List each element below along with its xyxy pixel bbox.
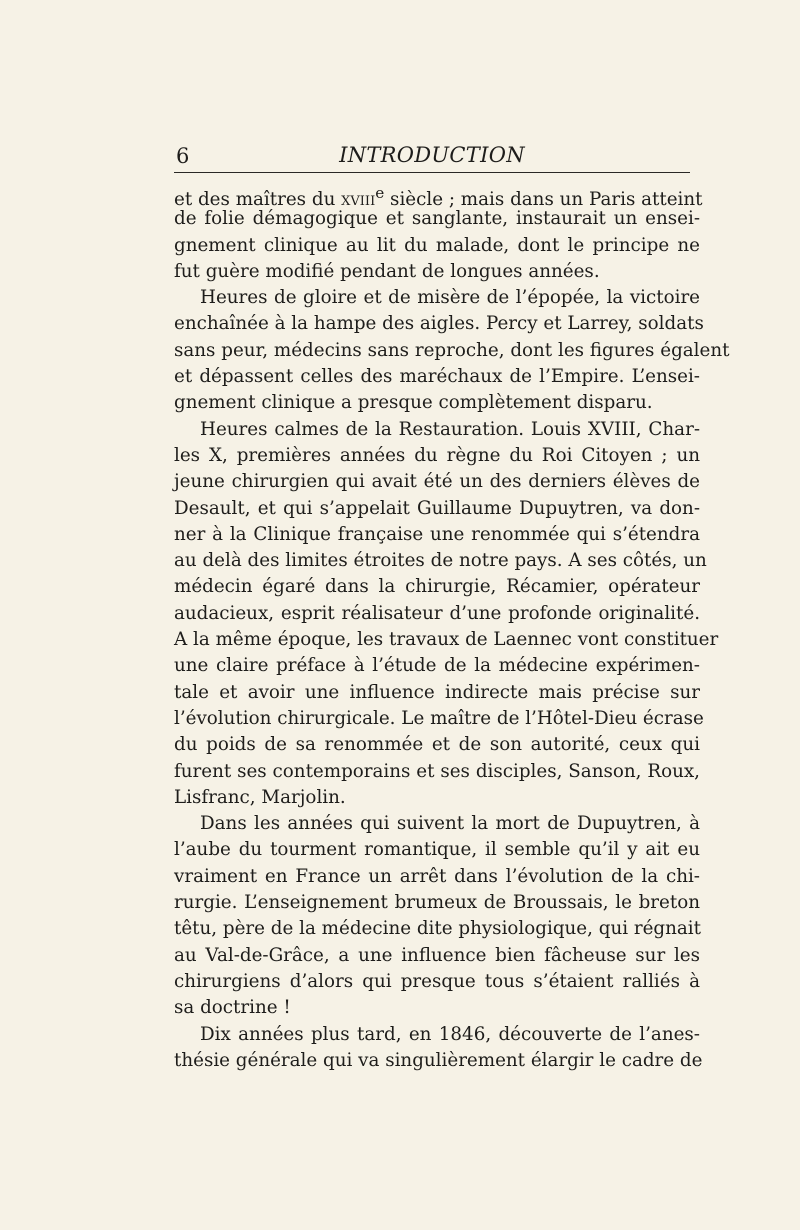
text-line: thésie générale qui va singulièrement élargir le cadre de xyxy=(174,1049,703,1071)
text-line: gnement clinique au lit du malade, dont le principe ne xyxy=(174,234,700,256)
running-title: INTRODUCTION xyxy=(339,143,525,167)
text-line: l’aube du tourment romantique, il semble qu’il y ait eu xyxy=(174,839,700,861)
text-line: au delà des limites étroites de notre pays. A ses côtés, un xyxy=(174,550,707,572)
text-line: les X, premières années du règne du Roi Citoyen ; un xyxy=(174,444,700,466)
text-line: sans peur, médecins sans reproche, dont les figures égalent xyxy=(174,339,730,361)
text-line: Dix années plus tard, en 1846, découverte de l’anes- xyxy=(200,1023,700,1045)
text-line: jeune chirurgien qui avait été un des derniers élèves de xyxy=(174,471,700,493)
text-line: furent ses contemporains et ses disciples, Sanson, Roux, xyxy=(174,760,700,782)
text-line: rurgie. L’enseignement brumeux de Broussais, le breton xyxy=(174,892,700,914)
text-line: de folie démagogique et sanglante, instaurait un ensei- xyxy=(174,208,700,230)
running-head xyxy=(174,140,690,173)
text-line: têtu, père de la médecine dite physiologique, qui régnait xyxy=(174,918,701,940)
century-numeral: xviii xyxy=(341,189,376,211)
text-line xyxy=(174,180,703,211)
text-line: gnement clinique a presque complètement disparu. xyxy=(174,392,653,414)
text-line: Dans les années qui suivent la mort de Dupuytren, à xyxy=(200,813,700,835)
text-line: médecin égaré dans la chirurgie, Récamier, opérateur xyxy=(174,576,700,598)
text-line: fut guère modifié pendant de longues années. xyxy=(174,260,600,282)
text-line: Desault, et qui s’appelait Guillaume Dupuytren, va don- xyxy=(174,497,700,519)
text-line-end: siècle ; mais dans un Paris atteint xyxy=(384,189,703,211)
body-text xyxy=(174,180,730,1074)
text-line: du poids de sa renommée et de son autorité, ceux qui xyxy=(174,734,700,756)
text-line: Lisfranc, Marjolin. xyxy=(174,786,346,808)
text-line: au Val-de-Grâce, a une influence bien fâcheuse sur les xyxy=(174,944,700,966)
text-line: enchaînée à la hampe des aigles. Percy et Larrey, soldats xyxy=(174,313,704,335)
text-line: A la même époque, les travaux de Laennec vont constituer xyxy=(174,629,719,651)
text-line: tale et avoir une influence indirecte mais précise sur xyxy=(174,681,700,703)
text-line: Heures calmes de la Restauration. Louis XVIII, Char- xyxy=(200,418,700,440)
text-line: Heures de gloire et de misère de l’épopée, la victoire xyxy=(200,287,700,309)
text-line: l’évolution chirurgicale. Le maître de l’Hôtel-Dieu écrase xyxy=(174,707,704,729)
text-line: vraiment en France un arrêt dans l’évolution de la chi- xyxy=(174,865,700,887)
text-line: sa doctrine ! xyxy=(174,997,291,1019)
text-line: chirurgiens d’alors qui presque tous s’étaient ralliés à xyxy=(174,970,700,992)
text-line-start: et des maîtres du xyxy=(174,189,342,211)
century-superscript: e xyxy=(375,184,385,202)
text-line: une claire préface à l’étude de la médecine expérimen- xyxy=(174,655,700,677)
page-number: 6 xyxy=(176,144,190,168)
text-line: audacieux, esprit réalisateur d’une profonde originalité. xyxy=(174,602,700,624)
text-line: et dépassent celles des maréchaux de l’Empire. L’ensei- xyxy=(174,366,700,388)
text-line: ner à la Clinique française une renommée qui s’étendra xyxy=(174,523,700,545)
